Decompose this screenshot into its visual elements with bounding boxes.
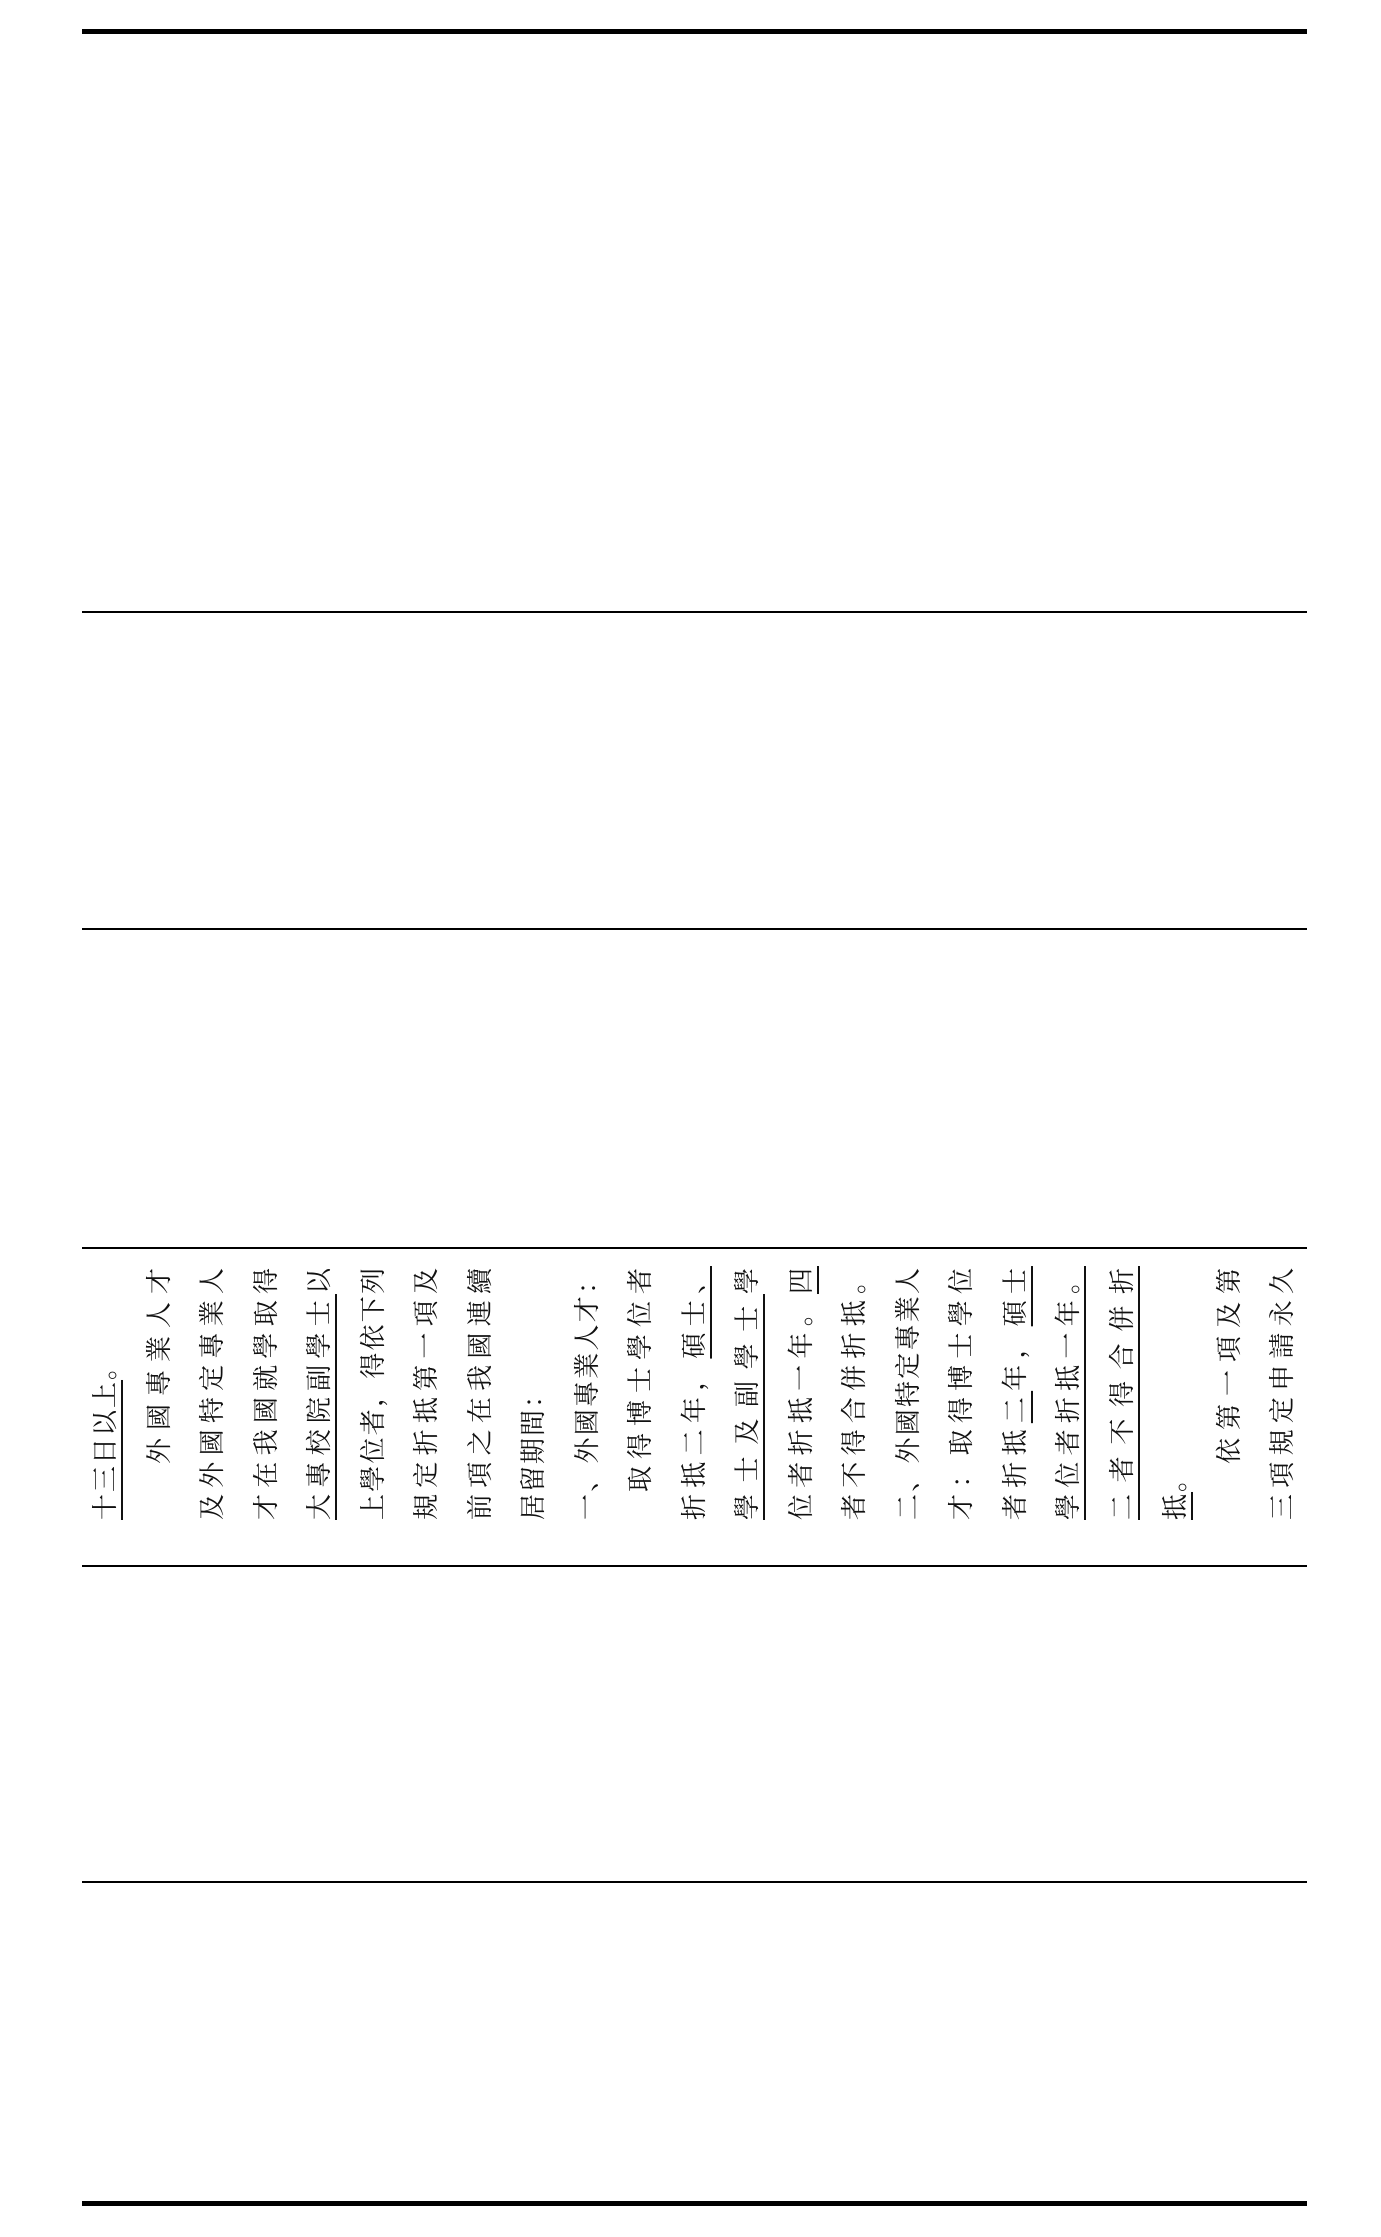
- underlined-text: 二者不得合併折: [1107, 1266, 1138, 1520]
- text-segment: 者折抵: [1000, 1423, 1031, 1520]
- text-segment: 三項規定申請永久: [1268, 1266, 1298, 1520]
- text-segment: 前項之在我國連續: [465, 1266, 496, 1520]
- text-segment: 。: [1161, 1463, 1191, 1492]
- row-divider: [82, 1881, 1307, 1883]
- text-line: [722, 1266, 776, 1520]
- text-segment: 才在我國就學取得: [251, 1266, 282, 1520]
- text-line: [508, 1266, 562, 1520]
- text-line: [990, 1266, 1044, 1520]
- underlined-text: 大專校院副學士: [305, 1294, 335, 1520]
- text-line: [134, 1266, 188, 1520]
- row-divider: [82, 1247, 1307, 1249]
- underlined-text: 碩士、: [679, 1266, 710, 1359]
- text-line: [241, 1266, 295, 1520]
- text-segment: 規定折抵第一項及: [412, 1266, 442, 1520]
- text-line: [615, 1266, 669, 1520]
- text-segment: 學: [733, 1266, 763, 1295]
- text-segment: 外國專業人才: [144, 1266, 175, 1464]
- row-divider: [82, 611, 1307, 613]
- text-segment: 位者折抵一年。: [786, 1294, 817, 1520]
- row-divider: [82, 1565, 1307, 1567]
- underlined-text: 十三日以上: [91, 1379, 121, 1520]
- text-line: [883, 1266, 937, 1520]
- text-segment: 二、外國特定專業人: [893, 1266, 924, 1520]
- text-segment: 以: [305, 1266, 335, 1295]
- underlined-text: 學位者折抵一年。: [1054, 1266, 1084, 1520]
- text-line: [669, 1266, 723, 1520]
- text-segment: 依第一項及第: [1214, 1266, 1245, 1464]
- text-line: [348, 1266, 402, 1520]
- text-line: [1043, 1266, 1097, 1520]
- bottom-border-rule: [82, 2201, 1307, 2206]
- text-line: [455, 1266, 509, 1520]
- text-segment: 者不得合併折抵。: [840, 1266, 870, 1520]
- text-line: [776, 1266, 830, 1520]
- text-segment: 折抵二年，: [679, 1358, 710, 1520]
- rotated-text-block: [80, 1266, 1311, 1520]
- text-line: [1097, 1266, 1151, 1520]
- text-line: [829, 1266, 883, 1520]
- text-segment: 一、外國專業人才：: [572, 1266, 603, 1520]
- text-segment: 及外國特定專業人: [198, 1266, 228, 1520]
- text-line: [1150, 1266, 1204, 1520]
- row-divider: [82, 928, 1307, 930]
- text-segment: 年，: [1000, 1326, 1031, 1391]
- text-line: [80, 1266, 134, 1520]
- text-segment: 取得博士學位者: [626, 1266, 656, 1492]
- text-line: [1257, 1266, 1311, 1520]
- text-line: [294, 1266, 348, 1520]
- text-line: [187, 1266, 241, 1520]
- underlined-text: 學士及副學士: [733, 1294, 763, 1520]
- text-segment: 居留期間：: [519, 1379, 549, 1520]
- text-segment: 才：取得博士學位: [947, 1266, 977, 1520]
- underlined-text: 二: [1000, 1390, 1031, 1424]
- underlined-text: 碩士: [1000, 1266, 1031, 1327]
- underlined-text: 四: [786, 1266, 817, 1295]
- text-segment: 。: [91, 1351, 121, 1380]
- top-border-rule: [82, 29, 1307, 34]
- text-line: [936, 1266, 990, 1520]
- text-line: [1204, 1266, 1258, 1520]
- text-line: [401, 1266, 455, 1520]
- text-segment: 上學位者，得依下列: [358, 1266, 389, 1520]
- underlined-text: 抵: [1161, 1491, 1191, 1520]
- text-line: [562, 1266, 616, 1520]
